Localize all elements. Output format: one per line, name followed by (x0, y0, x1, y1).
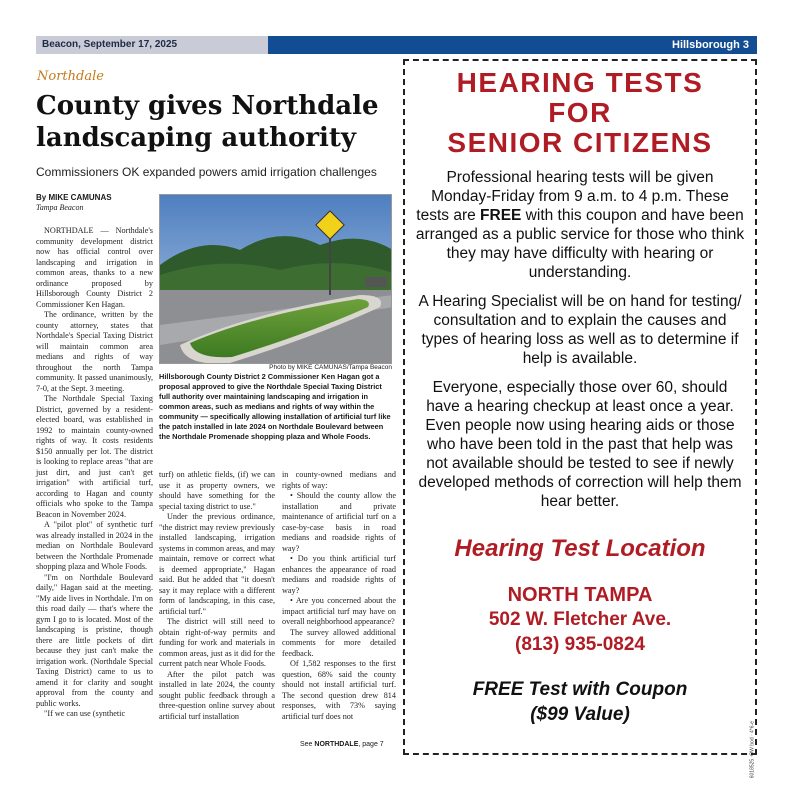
paragraph: NORTHDALE — Northdale's community development district now has official control over landscaping and irrigation in common areas, thanks to a new ordinance proposed by Hillsborough County District 2 Commissioner Ken Hagan. (36, 226, 153, 309)
paragraph: "I'm on Northdale Boulevard daily," Hagan said at the meeting. "My aide lives in Northdale. I'm on this road daily — that's where the gym I go to is located. Most of the landscaping is pristine, though there are little pockets of dirt because they just can't make the irrigation work. (Northdale Special Taxing District) came to us to amend it for clarity and sought approval from the county and public works. (36, 572, 153, 708)
ad-phone[interactable]: (813) 935-0824 (515, 634, 645, 655)
photo-caption: Hillsborough County District 2 Commissioner Ken Hagan got a proposal approved to give the Northdale Special Taxing District full authority over maintaining landscaping and irrigation in common areas, such as medians and rights of way within the community — specifically allowing installation of artificial turf like the patch installed in late 2024 on Northdale Boulevard between the Northdale Promenade shopping plaza and Whole Foods. (159, 372, 391, 441)
paragraph: • Are you concerned about the impact artificial turf may have on overall neighborhood appearance? (282, 596, 396, 626)
ad-code: 6018525 ·OW bod · 4*6-e (749, 721, 755, 779)
paragraph: • Should the county allow the installation and private maintenance of artificial turf on a case-by-case basis in road medians and roadside rights of way? (282, 491, 396, 553)
article-column-1 (36, 226, 153, 720)
article-source: Tampa Beacon (36, 203, 84, 212)
paragraph: The survey allowed additional comments for more detailed feedback. (282, 627, 396, 658)
hearing-test-advertisement (403, 59, 757, 779)
jump-keyword: NORTHDALE (314, 741, 359, 748)
article-headline: County gives Northdale landscaping authority (36, 91, 379, 153)
paragraph: The ordinance, written by the county attorney, states that Northdale's Special Taxing District will maintain common area medians and rights of way throughout the north Tampa community. It passed unanimously, 7-0, at the Sept. 3 meeting. (36, 310, 153, 393)
article-photo (159, 194, 392, 364)
ad-text: with this coupon and have been arranged as a public service for those who think they may have difficulty with hearing or understanding. (415, 207, 745, 281)
photo-credit: Photo by MIKE CAMUNAS/Tampa Beacon (269, 364, 392, 371)
header-section: Hillsborough 3 (268, 36, 757, 54)
paragraph: in county-owned medians and rights of way: (282, 470, 396, 490)
ad-location-title: Hearing Test Location (454, 535, 706, 562)
article-column-3 (282, 470, 396, 722)
ad-paragraph-1 (415, 168, 745, 282)
ad-title-line: HEARING TESTS (456, 67, 704, 98)
ad-paragraph-2: A Hearing Specialist will be on hand for testing/ consultation and to explain the causes and types of hearing loss as well as to determine if help is available. (418, 293, 742, 367)
paragraph: After the pilot patch was installed in late 2024, the county sought public feedback through a three-question online survey about artificial turf installation (159, 669, 275, 721)
ad-free-emphasis: FREE (480, 207, 522, 224)
ad-coupon (405, 677, 755, 727)
ad-coupon-line: ($99 Value) (530, 704, 630, 725)
paragraph: • Do you think artificial turf enhances the appearance of road medians and roadside rights of way? (282, 554, 396, 595)
paragraph: "If we can use (synthetic (44, 709, 126, 718)
ad-title-line: FOR (548, 97, 612, 128)
continued-jump-link[interactable] (300, 741, 384, 748)
paragraph: Under the previous ordinance, "the district may review previously installed landscaping, irrigation systems in common areas, and may maintain, remove or correct what is deemed appropriate," Hagan said. But he added that "it doesn't say it may replace with a different form of landscaping, in this case, artificial turf." (159, 512, 275, 616)
median-turf-photo-illustration (160, 195, 392, 364)
paragraph: Of 1,582 responses to the first question, 68% said the county should not install artificial turf. The second question drew 814 responses, with 73% saying artificial turf does not (282, 659, 396, 721)
paragraph: The Northdale Special Taxing District, governed by a resident-elected board, was established in 1992 to maintain county-owned rights of way. It costs residents $150 annually per lot. The district is looking to replace areas "that are just dirt, and just can't get irrigation" with artificial turf, according to Hagan and county officials who spoke to the Tampa Beacon in November 2024. (36, 394, 153, 519)
paragraph: A "pilot plot" of synthetic turf was already installed in 2024 in the median on Northdale Boulevard between the Northdale Promenade shopping plaza and Whole Foods. (36, 520, 153, 571)
ad-coupon-line: FREE Test with Coupon (472, 679, 688, 700)
ad-title (405, 68, 755, 158)
ad-title-line: SENIOR CITIZENS (447, 127, 713, 158)
article-byline: By MIKE CAMUNAS (36, 193, 112, 202)
page-header (36, 36, 757, 54)
article-subhead: Commissioners OK expanded powers amid irrigation challenges (36, 165, 377, 179)
article-column-2 (159, 470, 275, 722)
ad-address: 502 W. Fletcher Ave. (488, 609, 672, 630)
jump-prefix: See (300, 741, 313, 748)
ad-paragraph-3: Everyone, especially those over 60, should have a hearing checkup at least once a year. Even people now using hearing aids or those who have been told in the past that help was not available should be tested to see if newly developed methods of correction will help them hear better. (418, 379, 742, 510)
ad-text: Professional hearing tests will be given Monday-Friday from 9 a.m. to 4 p.m. These tests are (416, 169, 729, 224)
article-kicker: Northdale (37, 69, 104, 84)
paragraph: The district will still need to obtain right-of-way permits and funding for work and materials in common areas, just as it did for the current patch near Whole Foods. (159, 617, 275, 668)
ad-city: NORTH TAMPA (507, 584, 653, 606)
jump-suffix: , page 7 (358, 741, 384, 748)
header-date: Beacon, September 17, 2025 (36, 36, 268, 54)
paragraph: turf) on athletic fields, (if) we can use it as property owners, we should have something for the special taxing district to use." (159, 470, 275, 511)
